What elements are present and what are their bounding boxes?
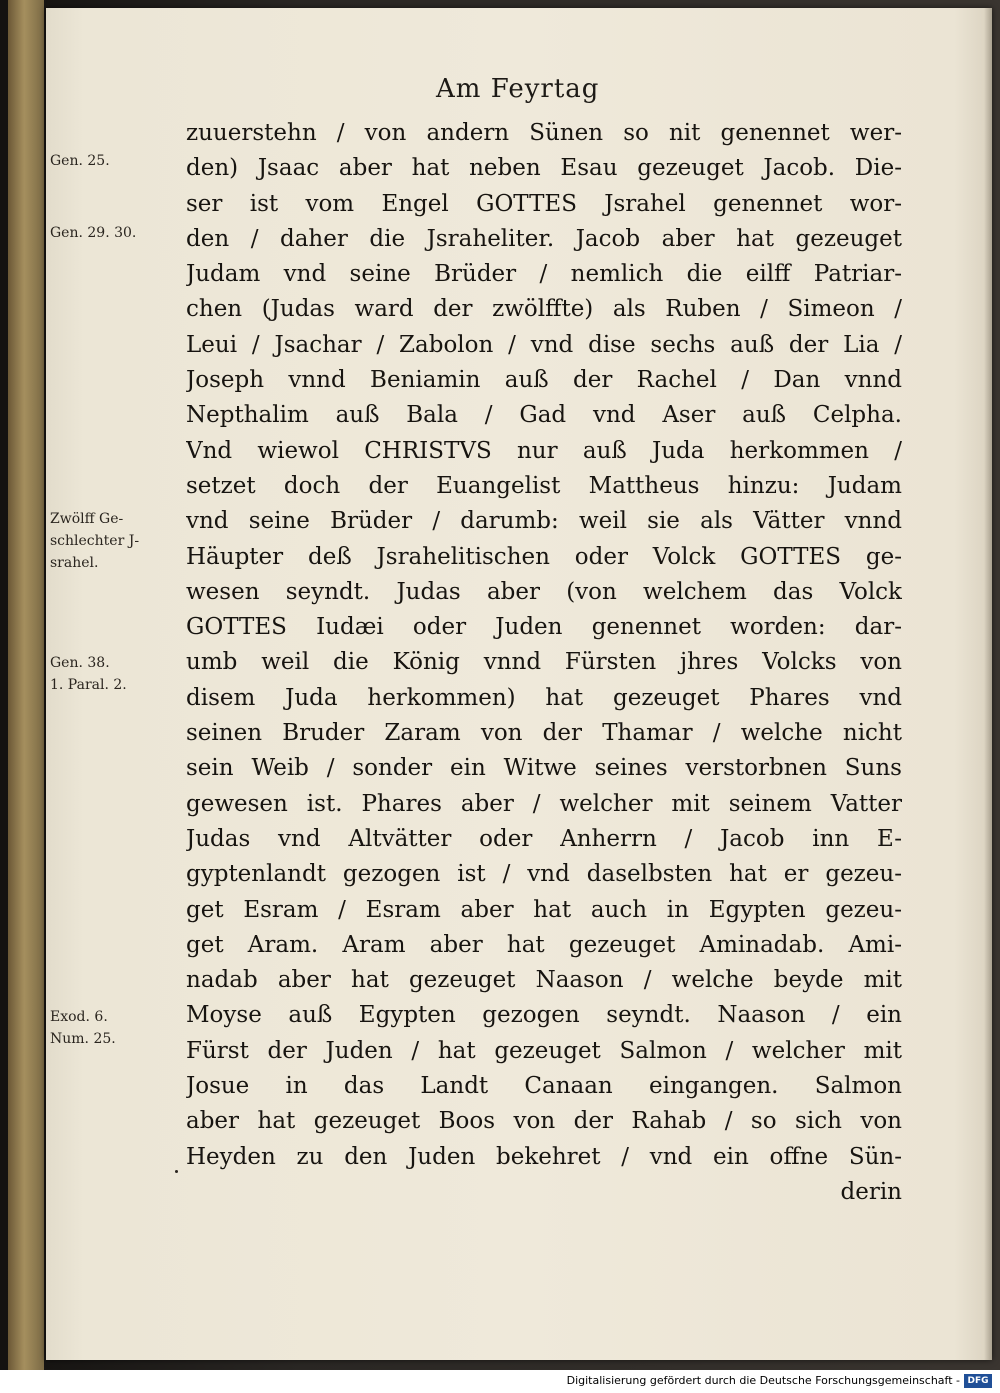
- margin-note: Gen. 38. 1. Paral. 2.: [50, 655, 127, 693]
- margin-note: Gen. 29. 30.: [50, 225, 137, 241]
- text-line: ser ist vom Engel GOTTES Jsrahel genennet wor-: [186, 190, 902, 217]
- catchword: derin: [840, 1178, 902, 1205]
- text-line: Leui / Jsachar / Zabolon / vnd dise sechs auß der Lia /: [186, 331, 902, 358]
- text-line: wesen seyndt. Judas aber (von welchem das Volck: [186, 578, 902, 605]
- text-line: Judam vnd seine Brüder / nemlich die eilff Patriar-: [186, 261, 902, 288]
- body-text: [186, 116, 902, 1210]
- text-line: setzet doch der Euangelist Mattheus hinzu: Judam: [186, 472, 902, 499]
- text-line: Nepthalim auß Bala / Gad vnd Aser auß Celpha.: [186, 402, 902, 429]
- margin-note: Gen. 25.: [50, 153, 110, 169]
- page-edge-shadow: [984, 8, 992, 1360]
- footer-bar: [0, 1370, 1000, 1393]
- text-line: seinen Bruder Zaram von der Thamar / welche nicht: [186, 720, 902, 747]
- margin-note: Exod. 6. Num. 25.: [50, 1009, 116, 1047]
- funding-notice: Digitalisierung gefördert durch die Deutsche Forschungsgemeinschaft -: [566, 1374, 960, 1387]
- text-line: aber hat gezeuget Boos von der Rahab / so sich von: [186, 1108, 902, 1135]
- text-line: umb weil die König vnnd Fürsten jhres Volcks von: [186, 649, 902, 676]
- text-line: get Esram / Esram aber hat auch in Egypten gezeu-: [186, 896, 902, 923]
- running-head: Am Feyrtag: [436, 74, 600, 104]
- margin-note: Zwölff Ge- schlechter J- srahel.: [50, 511, 140, 571]
- ink-mark: [175, 1170, 178, 1173]
- text-line: Joseph vnnd Beniamin auß der Rachel / Dan vnnd: [186, 367, 902, 394]
- text-line: gyptenlandt gezogen ist / vnd daselbsten hat er gezeu-: [186, 861, 902, 888]
- book-spine: [8, 0, 44, 1370]
- text-line: Häupter deß Jsrahelitischen oder Volck GOTTES ge-: [186, 543, 902, 570]
- text-line: Heyden zu den Juden bekehret / vnd ein offne Sün-: [186, 1143, 902, 1170]
- text-line: gewesen ist. Phares aber / welcher mit seinem Vatter: [186, 790, 902, 817]
- text-line: sein Weib / sonder ein Witwe seines verstorbnen Suns: [186, 755, 902, 782]
- text-line: den) Jsaac aber hat neben Esau gezeuget Jacob. Die-: [186, 155, 902, 182]
- text-line: Josue in das Landt Canaan eingangen. Salmon: [186, 1073, 902, 1100]
- text-line: GOTTES Iudæi oder Juden genennet worden: dar-: [186, 614, 902, 641]
- text-line: Judas vnd Altvätter oder Anherrn / Jacob inn E-: [186, 825, 902, 852]
- dfg-logo-icon: DFG: [964, 1374, 992, 1388]
- text-line: den / daher die Jsraheliter. Jacob aber hat gezeuget: [186, 225, 902, 252]
- text-line: chen (Judas ward der zwölffte) als Ruben / Simeon /: [186, 296, 902, 323]
- text-line: disem Juda herkommen) hat gezeuget Phares vnd: [186, 684, 902, 711]
- text-line: Moyse auß Egypten gezogen seyndt. Naason / ein: [186, 1002, 902, 1029]
- text-line: vnd seine Brüder / darumb: weil sie als Vätter vnnd: [186, 508, 902, 535]
- text-line: get Aram. Aram aber hat gezeuget Aminadab. Ami-: [186, 931, 902, 958]
- text-line: Vnd wiewol CHRISTVS nur auß Juda herkommen /: [186, 437, 902, 464]
- text-line: nadab aber hat gezeuget Naason / welche beyde mit: [186, 967, 902, 994]
- text-line: Fürst der Juden / hat gezeuget Salmon / welcher mit: [186, 1037, 902, 1064]
- text-line: zuuerstehn / von andern Sünen so nit genennet wer-: [186, 120, 902, 146]
